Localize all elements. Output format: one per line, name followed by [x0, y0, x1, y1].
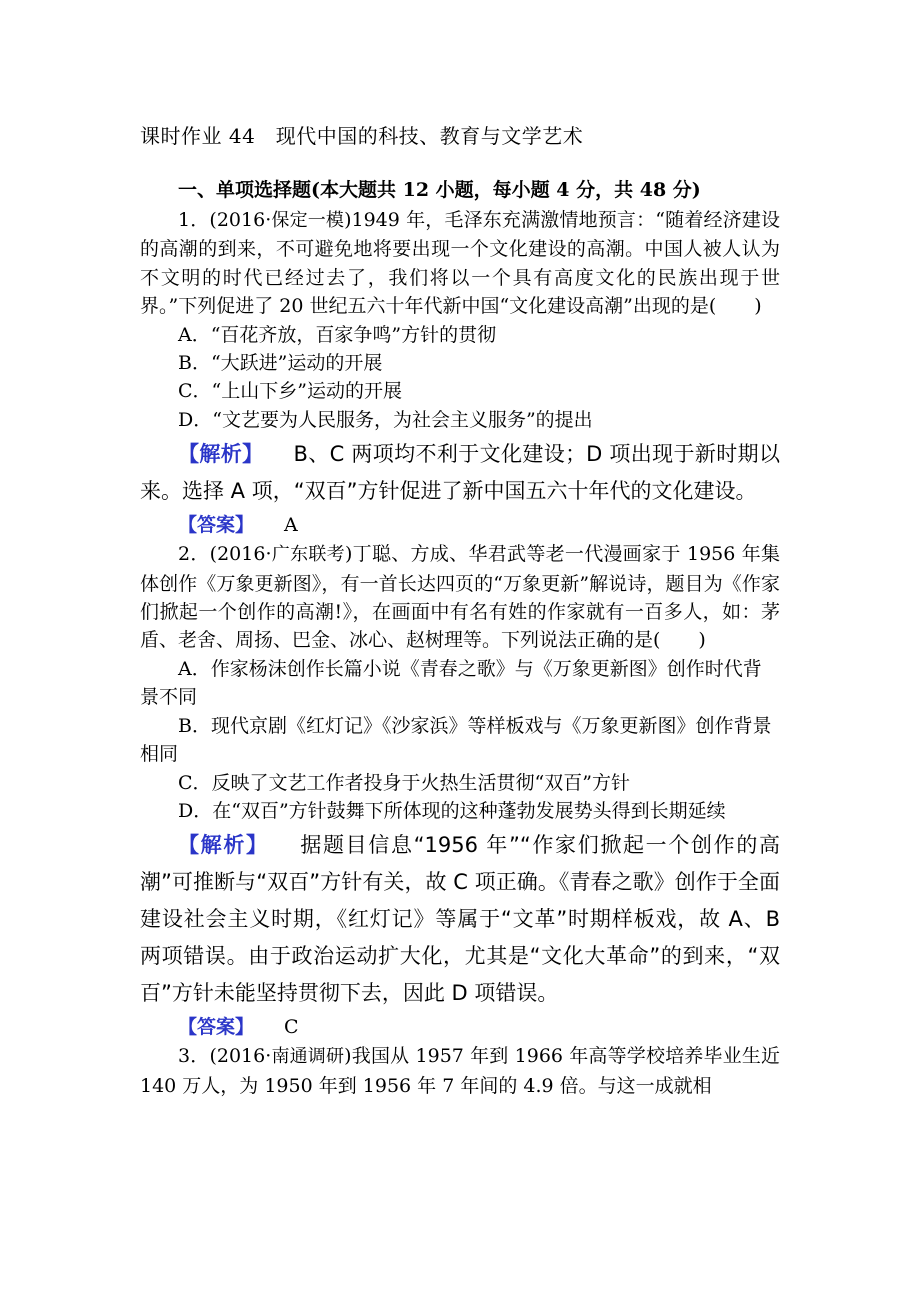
section-heading: 一、单项选择题(本大题共 12 小题，每小题 4 分，共 48 分)	[178, 179, 701, 201]
analysis-tag: 【解析】	[178, 442, 264, 467]
answer-tag: 【答案】	[178, 514, 255, 537]
question-1-option-c: C．“上山下乡”运动的开展	[178, 380, 402, 403]
question-3	[140, 1042, 780, 1100]
analysis-tag: 【解析】	[178, 833, 269, 858]
question-2-option-a: A．作家杨沫创作长篇小说《青春之歌》与《万象更新图》创作时代背景不同	[140, 657, 762, 709]
question-2-option-d: D．在“双百”方针鼓舞下所体现的这种蓬勃发展势头得到长期延续	[178, 799, 726, 822]
question-1	[140, 206, 780, 540]
question-1-analysis: 【解析】 B、C 两项均不利于文化建设；D 项出现于新时期以来。选择 A 项，“双百”方针促进了新中国五六十年代的文化建设。	[140, 442, 781, 504]
page-title: 课时作业 44 现代中国的科技、教育与文学艺术	[140, 124, 584, 148]
question-1-stem: 1．(2016·保定一模)1949 年，毛泽东充满激情地预言：“随着经济建设的高潮的到来，不可避免地将要出现一个文化建设的高潮。中国人被人认为不文明的时代已经过去了，我们将以一个具有高度文化的民族出现于世界。”下列促进了 20 世纪五六十年代新中国“文化建设高潮”出现的是( )	[140, 209, 780, 318]
question-2-option-c: C．反映了文艺工作者投身于火热生活贯彻“双百”方针	[178, 771, 630, 794]
question-3-stem: 3．(2016·南通调研)我国从 1957 年到 1966 年高等学校培养毕业生近 140 万人，为 1950 年到 1956 年 7 年间的 4.9 倍。与这一成就相	[140, 1045, 781, 1097]
question-1-option-b: B．“大跃进”运动的开展	[178, 352, 383, 375]
question-1-option-d: D．“文艺要为人民服务，为社会主义服务”的提出	[178, 408, 593, 431]
question-1-answer: 【答案】 A	[178, 514, 298, 537]
question-2-source: 广东联考	[271, 544, 345, 566]
question-2-stem: 2．(2016·广东联考)丁聪、方成、华君武等老一代漫画家于 1956 年集体创作《万象更新图》，有一首长达四页的“万象更新”解说诗，题目为《作家们掀起一个创作的高潮!》，在画面中有名有姓的作家就有一百多人，如：茅盾、老舍、周扬、巴金、冰心、赵树理等。下列说法正确的是( )	[140, 543, 780, 652]
question-3-source: 南通调研	[271, 1046, 345, 1068]
answer-tag: 【答案】	[178, 1016, 255, 1039]
question-1-source: 保定一模	[271, 210, 345, 231]
question-2-answer: 【答案】 C	[178, 1016, 299, 1039]
question-2	[140, 540, 780, 1042]
question-2-option-b: B．现代京剧《红灯记》《沙家浜》等样板戏与《万象更新图》创作背景相同	[140, 714, 772, 766]
question-2-analysis: 【解析】 据题目信息“1956 年”“作家们掀起一个创作的高潮”可推断与“双百”方针有关，故 C 项正确。《青春之歌》创作于全面建设社会主义时期，《红灯记》等属于“文革”时期样板戏，故 A、B 两项错误。由于政治运动扩大化，尤其是“文化大革命”的到来，“双百”方针未能坚持贯彻下去，因此 D 项错误。	[140, 833, 780, 1006]
question-1-option-a: A．“百花齐放，百家争鸣”方针的贯彻	[178, 323, 497, 346]
